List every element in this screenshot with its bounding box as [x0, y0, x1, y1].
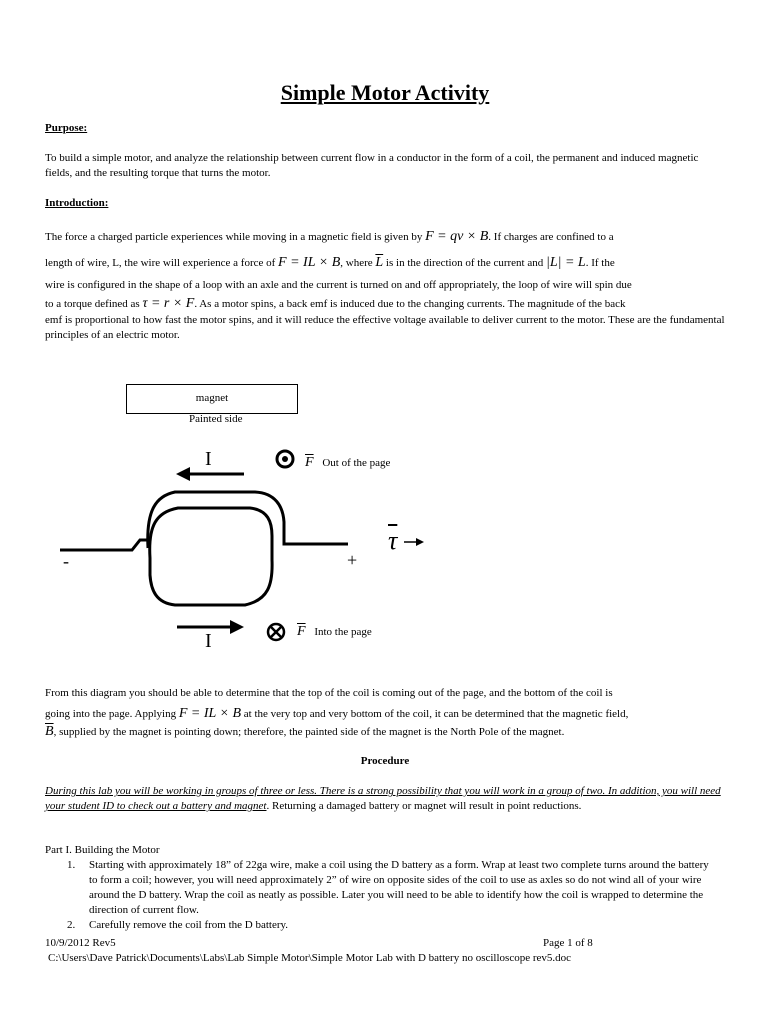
analysis-text: at the very top and very bottom of the coil, it can be determined that the magnetic field, [241, 708, 629, 720]
torque-symbol: $\overline{\tau}$ [388, 526, 398, 555]
intro-text: . If charges are confined to a [488, 231, 614, 243]
force-in-label [297, 624, 372, 640]
equation-wire-force-2: F = IL × B [178, 706, 242, 721]
notice-rest: . Returning a damaged battery or magnet will result in point reductions. [266, 800, 582, 812]
force-symbol: $\overline{F}$ [297, 624, 306, 639]
intro-line-3: wire is configured in the shape of a loop with an axle and the current is turned on and off appropriately, the loop of wire will spin due [45, 279, 632, 291]
analysis-text: , supplied by the magnet is pointing down; therefore, the painted side of the magnet is the North Pole of the magnet. [53, 726, 565, 738]
page-title: Simple Motor Activity [280, 80, 490, 105]
footer-file-path: C:\Users\Dave Patrick\Documents\Labs\Lab Simple Motor\Simple Motor Lab with D battery no oscilloscope rev5.doc [48, 952, 572, 964]
intro-text: , where [340, 257, 376, 269]
magnet-label: magnet [195, 392, 229, 404]
step-number: 1. [67, 859, 76, 871]
notice-emphasis: During this lab you will be working in groups of three or less. There is a strong possibility that you will work in a group of two. In addition, you will need your student ID to check out a battery and magnet [45, 785, 721, 812]
torque-arrowhead [416, 538, 424, 546]
force-symbol: $\overline{F}$ [305, 455, 314, 470]
intro-text: . As a motor spins, a back emf is induced due to the changing currents. The magnitude of the back [194, 298, 626, 310]
current-label-bottom: I [205, 630, 212, 652]
intro-text: . If the [585, 257, 615, 269]
intro-line-2 [45, 255, 735, 271]
footer-date-rev: 10/9/2012 Rev5 [45, 937, 116, 949]
equation-torque: τ = r × F [142, 296, 195, 311]
intro-rest: emf is proportional to how fast the motor spins, and it will reduce the effective voltage available to deliver current to the motor. These are the fundamental principles of an electric motor. [45, 314, 725, 341]
analysis-line-2 [45, 706, 735, 722]
introduction-heading: Introduction: [45, 197, 109, 209]
build-steps-list [45, 858, 713, 933]
vector-L: $\overline{L}$ [375, 255, 384, 270]
intro-line-4 [45, 296, 735, 312]
force-out-label [305, 455, 390, 471]
out-of-page-dot [282, 456, 288, 462]
terminal-plus: + [347, 550, 358, 570]
purpose-heading: Purpose: [45, 122, 88, 134]
current-arrowhead-top [176, 467, 190, 481]
part-title: Part I. Building the Motor [45, 844, 160, 856]
painted-side-label: Painted side [189, 413, 243, 425]
equation-magnitude-L: |L| = L [545, 255, 586, 270]
lead-wire-left [60, 540, 150, 550]
intro-text: is in the direction of the current and [383, 257, 546, 269]
force-in-text: Into the page [314, 626, 372, 638]
intro-line-1 [45, 229, 735, 245]
intro-text: to a torque defined as [45, 298, 143, 310]
terminal-minus: - [63, 551, 69, 571]
list-item [45, 918, 713, 933]
analysis-text: going into the page. Applying [45, 708, 179, 720]
analysis-line-1: From this diagram you should be able to determine that the top of the coil is coming out of the page, and the bottom of the coil is [45, 687, 613, 699]
procedure-heading: Procedure [360, 755, 410, 767]
step-text: Starting with approximately 18” of 22ga wire, make a coil using the D battery as a form. Wrap at least two complete turns around the battery to form a coil; however, you will need approximately 2” of wire on opposite sides of the coil to use as axles so do not wind all of your wire around the D battery. Wrap the coil as neatly as possible. Later you will need to be able to identify how the coil is wrapped to determine the direction of current flow. [89, 859, 709, 916]
procedure-notice [45, 784, 729, 814]
coil-outer-top [148, 492, 348, 548]
vector-B: $\overline{B}$ [45, 724, 54, 739]
force-out-text: Out of the page [322, 457, 391, 469]
current-label-top: I [205, 448, 212, 470]
step-text: Carefully remove the coil from the D battery. [89, 919, 289, 931]
motor-coil-diagram [0, 440, 770, 660]
footer-page-number: Page 1 of 8 [543, 937, 593, 949]
magnet-box [126, 384, 298, 414]
list-item [45, 858, 713, 918]
intro-text: The force a charged particle experiences while moving in a magnetic field is given by [45, 231, 426, 243]
coil-inner-loop [150, 508, 272, 605]
equation-lorentz: F = qv × B [425, 229, 489, 244]
analysis-line-3 [45, 724, 735, 740]
current-arrowhead-bottom [230, 620, 244, 634]
step-number: 2. [67, 919, 76, 931]
intro-text: length of wire, L, the wire will experience a force of [45, 257, 279, 269]
equation-wire-force: F = IL × B [278, 255, 341, 270]
purpose-text: To build a simple motor, and analyze the relationship between current flow in a conductor in the form of a coil, the permanent and induced magnetic fields, and the resulting torque that turns the motor. [45, 152, 699, 179]
